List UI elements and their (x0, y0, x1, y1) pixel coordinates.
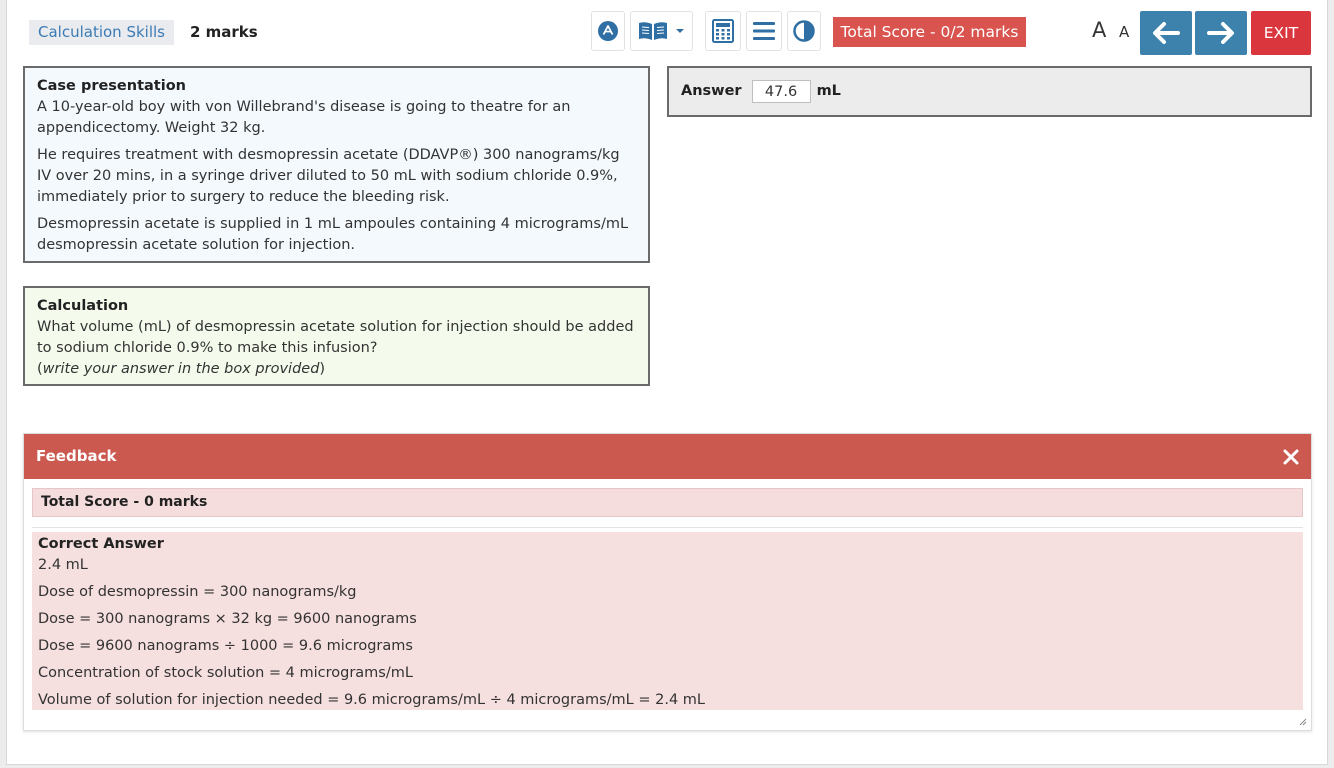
feedback-divider (32, 527, 1303, 528)
next-button[interactable] (1195, 11, 1247, 55)
working-step: Dose of desmopressin = 300 nanograms/kg (38, 584, 357, 600)
correct-answer-title: Correct Answer (38, 536, 164, 552)
calculation-question: What volume (mL) of desmopressin acetate solution for injection should be added to sodium chloride 0.9% to make this infusion? (37, 319, 634, 356)
contrast-icon (793, 20, 815, 42)
exit-button[interactable]: EXIT (1251, 11, 1311, 55)
feedback-header (24, 434, 1311, 479)
hamburger-icon (753, 21, 775, 41)
open-book-icon (637, 20, 669, 42)
case-presentation-panel (23, 66, 650, 263)
font-size-small-button[interactable]: A (1119, 23, 1130, 41)
answer-input[interactable] (752, 80, 811, 103)
working-step: Dose = 300 nanograms × 32 kg = 9600 nanograms (38, 611, 417, 627)
close-feedback-button[interactable] (1283, 434, 1299, 479)
answer-panel (667, 66, 1312, 117)
total-score-badge: Total Score - 0/2 marks (833, 17, 1026, 47)
close-icon (1283, 449, 1299, 465)
feedback-total-score: Total Score - 0 marks (32, 488, 1303, 517)
reference-book-button[interactable] (630, 11, 693, 51)
case-title: Case presentation (37, 78, 186, 94)
chevron-down-icon (673, 26, 687, 36)
instruction-open-paren: ( (37, 361, 43, 377)
circle-a-icon (597, 20, 619, 42)
header-toolbar (7, 0, 1329, 66)
calculation-panel (23, 286, 650, 386)
menu-button[interactable] (746, 11, 782, 51)
highlight-tool-button[interactable] (591, 11, 625, 51)
feedback-panel (23, 433, 1312, 731)
question-marks: 2 marks (190, 23, 258, 41)
calculator-button[interactable] (705, 11, 741, 51)
calculation-title: Calculation (37, 298, 129, 314)
previous-button[interactable] (1140, 11, 1192, 55)
correct-answer-value: 2.4 mL (38, 557, 88, 573)
calculation-instruction (37, 359, 636, 380)
instruction-text: write your answer in the box provided (42, 361, 320, 377)
contrast-button[interactable] (787, 11, 821, 51)
answer-label: Answer (681, 83, 742, 99)
case-paragraph-3: Desmopressin acetate is supplied in 1 mL ampoules containing 4 micrograms/mL desmopressin acetate solution for injection. (37, 216, 629, 253)
resize-handle-icon[interactable] (1297, 716, 1307, 726)
answer-unit: mL (816, 83, 841, 99)
working-step: Concentration of stock solution = 4 micrograms/mL (38, 665, 413, 681)
working-step: Dose = 9600 nanograms ÷ 1000 = 9.6 micrograms (38, 638, 413, 654)
correct-answer-section (32, 532, 1303, 710)
case-paragraph-1: A 10-year-old boy with von Willebrand's disease is going to theatre for an appendicectomy. Weight 32 kg. (37, 99, 571, 136)
page (6, 0, 1328, 765)
case-paragraph-2: He requires treatment with desmopressin acetate (DDAVP®) 300 nanograms/kg IV over 20 mins, in a syringe driver diluted to 50 mL with sodium chloride 0.9%, immediately prior to surgery to reduce the bleeding risk. (37, 147, 620, 205)
instruction-close-paren: ) (319, 361, 326, 377)
arrow-right-icon (1206, 21, 1236, 45)
arrow-left-icon (1151, 21, 1181, 45)
working-step: Volume of solution for injection needed = 9.6 micrograms/mL ÷ 4 micrograms/mL = 2.4 mL (38, 692, 705, 708)
section-label: Calculation Skills (29, 20, 174, 45)
font-size-large-button[interactable]: A (1092, 18, 1107, 42)
calculator-icon (712, 19, 734, 43)
feedback-title: Feedback (36, 447, 117, 465)
